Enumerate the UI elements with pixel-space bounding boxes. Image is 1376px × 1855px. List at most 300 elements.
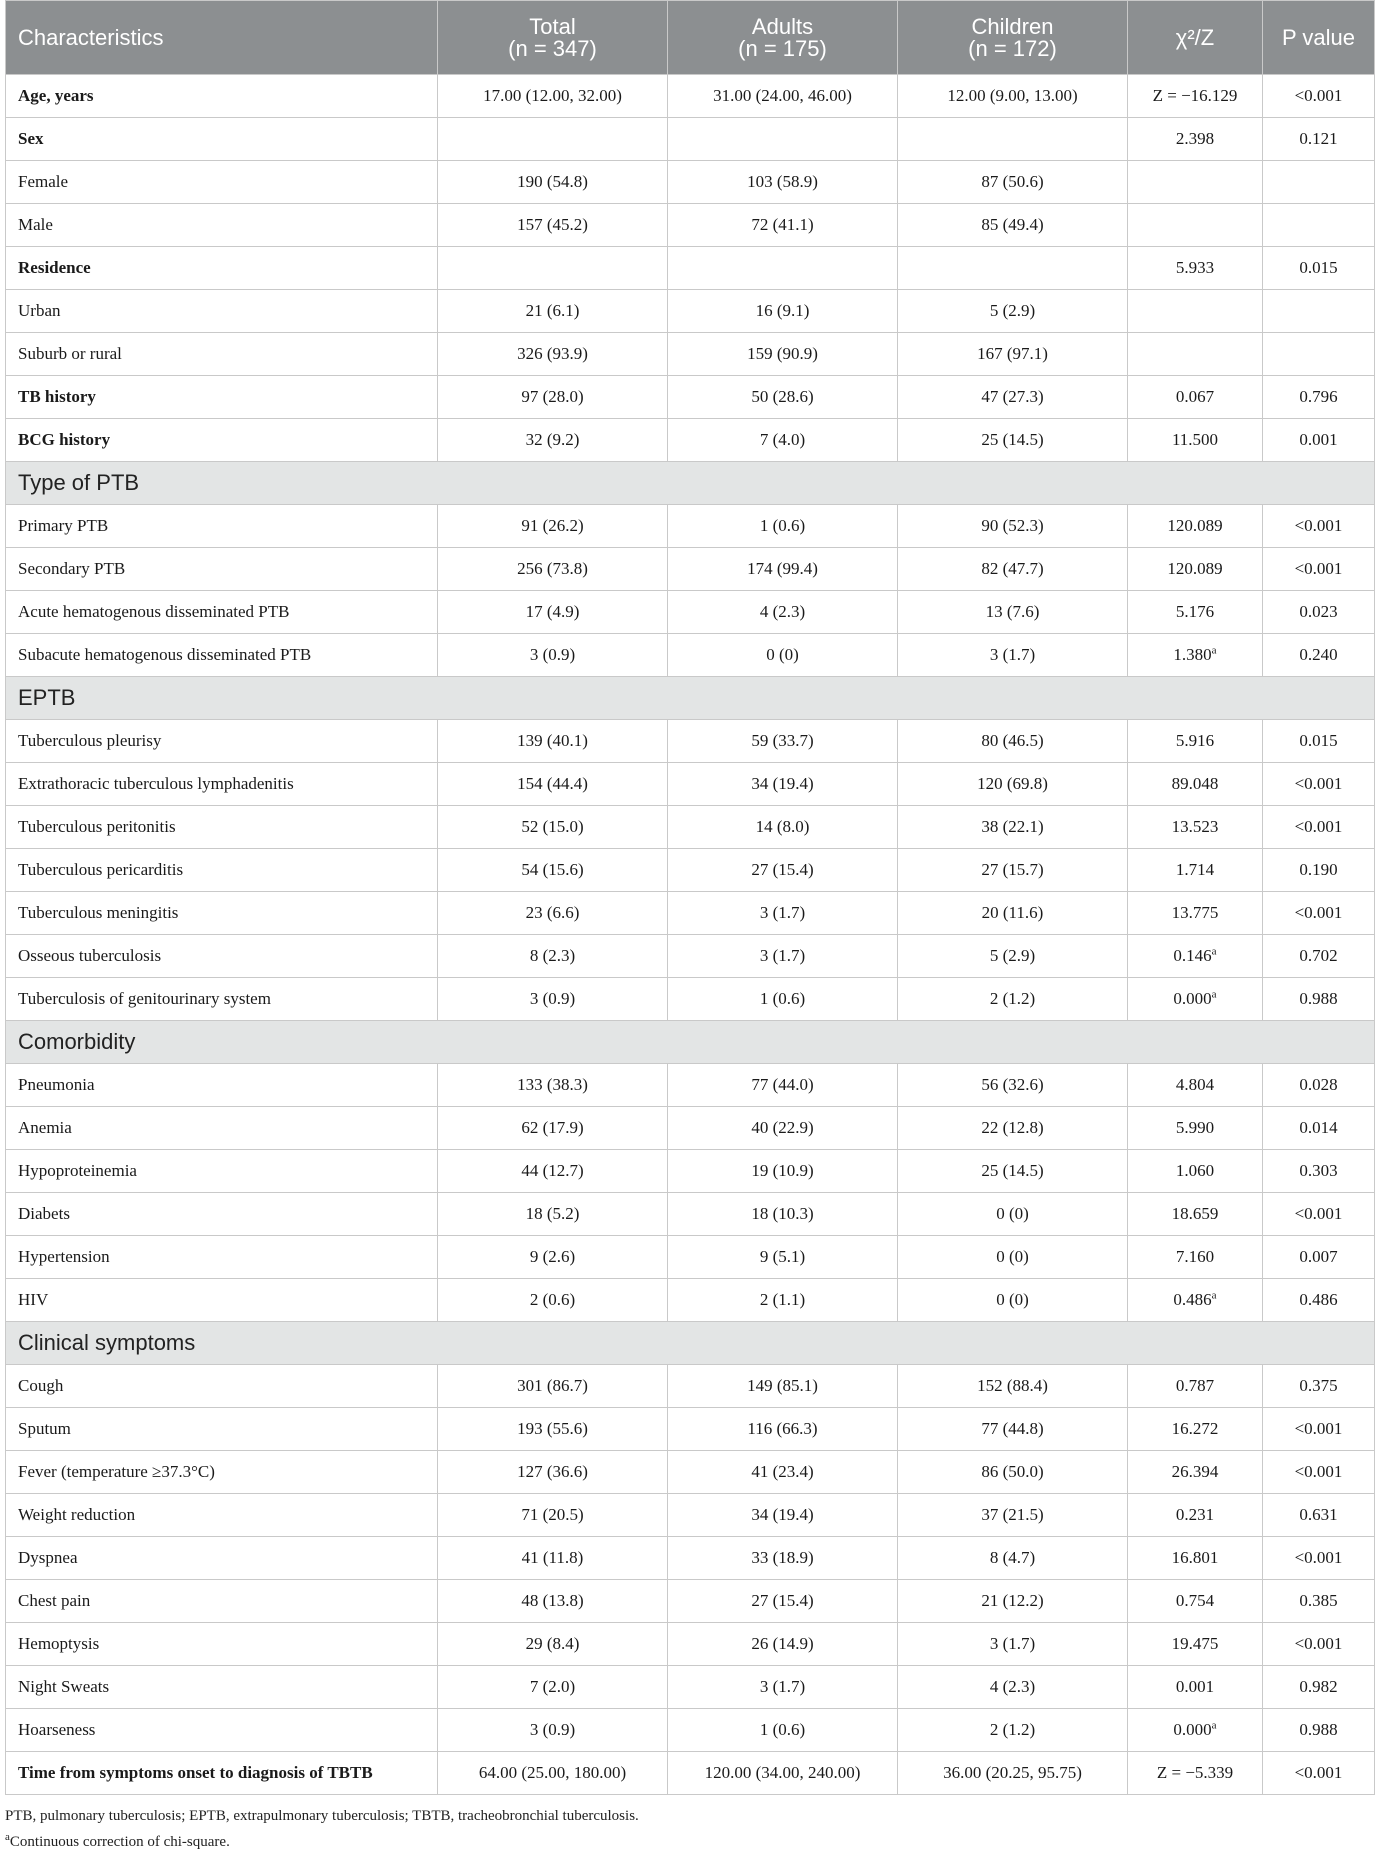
cell-children: 37 (21.5) xyxy=(898,1494,1128,1537)
stat-value: 1.060 xyxy=(1175,1161,1215,1180)
cell-adults: 77 (44.0) xyxy=(668,1064,898,1107)
header-pvalue: P value xyxy=(1263,1,1375,75)
cell-total: 3 (0.9) xyxy=(438,634,668,677)
cell-total: 193 (55.6) xyxy=(438,1408,668,1451)
cell-pvalue: 0.988 xyxy=(1263,1709,1375,1752)
stat-value: 13.523 xyxy=(1171,817,1219,836)
cell-total: 3 (0.9) xyxy=(438,1709,668,1752)
cell-adults: 18 (10.3) xyxy=(668,1193,898,1236)
cell-pvalue: <0.001 xyxy=(1263,892,1375,935)
cell-stat xyxy=(1128,1494,1263,1537)
cell-pvalue: <0.001 xyxy=(1263,1623,1375,1666)
cell-children: 36.00 (20.25, 95.75) xyxy=(898,1752,1128,1795)
cell-children: 3 (1.7) xyxy=(898,634,1128,677)
cell-stat xyxy=(1128,1279,1263,1322)
cell-children: 0 (0) xyxy=(898,1279,1128,1322)
cell-pvalue: 0.007 xyxy=(1263,1236,1375,1279)
cell-pvalue: 0.631 xyxy=(1263,1494,1375,1537)
cell-total: 44 (12.7) xyxy=(438,1150,668,1193)
table-row xyxy=(6,1193,1375,1236)
cell-stat xyxy=(1128,1451,1263,1494)
stat-footnote-marker: a xyxy=(1211,1719,1217,1732)
cell-pvalue: 0.385 xyxy=(1263,1580,1375,1623)
cell-adults xyxy=(668,118,898,161)
header-total xyxy=(438,1,668,75)
cell-total: 64.00 (25.00, 180.00) xyxy=(438,1752,668,1795)
cell-children: 90 (52.3) xyxy=(898,505,1128,548)
cell-adults: 72 (41.1) xyxy=(668,204,898,247)
cell-stat xyxy=(1128,1193,1263,1236)
cell-children: 25 (14.5) xyxy=(898,1150,1128,1193)
cell-children: 0 (0) xyxy=(898,1236,1128,1279)
cell-total: 127 (36.6) xyxy=(438,1451,668,1494)
header-adults xyxy=(668,1,898,75)
stat-value: 26.394 xyxy=(1171,1462,1219,1481)
header-row xyxy=(6,1,1375,75)
cell-children: 5 (2.9) xyxy=(898,290,1128,333)
cell-adults: 40 (22.9) xyxy=(668,1107,898,1150)
stat-value: 5.933 xyxy=(1175,258,1215,277)
stat-value: 7.160 xyxy=(1175,1247,1215,1266)
cell-pvalue: 0.988 xyxy=(1263,978,1375,1021)
table-row xyxy=(6,892,1375,935)
cell-total: 23 (6.6) xyxy=(438,892,668,935)
cell-pvalue: <0.001 xyxy=(1263,1451,1375,1494)
footnote-a xyxy=(5,1829,1374,1855)
stat-footnote-marker: a xyxy=(1211,945,1217,958)
stat-value: Z = −5.339 xyxy=(1156,1763,1234,1782)
row-label: Tuberculosis of genitourinary system xyxy=(6,978,438,1021)
cell-total: 3 (0.9) xyxy=(438,978,668,1021)
table-row xyxy=(6,1537,1375,1580)
cell-pvalue: 0.486 xyxy=(1263,1279,1375,1322)
cell-total: 18 (5.2) xyxy=(438,1193,668,1236)
cell-children: 20 (11.6) xyxy=(898,892,1128,935)
stat-value: 0.000 xyxy=(1173,989,1212,1008)
stat-value: 0.486 xyxy=(1173,1290,1212,1309)
stat-footnote-marker: a xyxy=(1211,1289,1217,1302)
cell-adults: 31.00 (24.00, 46.00) xyxy=(668,75,898,118)
table-row xyxy=(6,1365,1375,1408)
cell-children: 85 (49.4) xyxy=(898,204,1128,247)
table-row xyxy=(6,978,1375,1021)
cell-pvalue xyxy=(1263,290,1375,333)
cell-pvalue: 0.702 xyxy=(1263,935,1375,978)
cell-total: 52 (15.0) xyxy=(438,806,668,849)
cell-adults: 4 (2.3) xyxy=(668,591,898,634)
cell-stat xyxy=(1128,1365,1263,1408)
stat-value: 13.775 xyxy=(1171,903,1219,922)
cell-pvalue xyxy=(1263,161,1375,204)
cell-total xyxy=(438,118,668,161)
section-header-row xyxy=(6,1322,1375,1365)
cell-children: 21 (12.2) xyxy=(898,1580,1128,1623)
row-label: Anemia xyxy=(6,1107,438,1150)
cell-stat xyxy=(1128,1752,1263,1795)
cell-pvalue: <0.001 xyxy=(1263,1752,1375,1795)
cell-stat xyxy=(1128,978,1263,1021)
row-label: Tuberculous pericarditis xyxy=(6,849,438,892)
cell-adults: 7 (4.0) xyxy=(668,419,898,462)
cell-pvalue: <0.001 xyxy=(1263,505,1375,548)
cell-total: 8 (2.3) xyxy=(438,935,668,978)
row-label: Tuberculous pleurisy xyxy=(6,720,438,763)
row-label: Suburb or rural xyxy=(6,333,438,376)
row-label: Hypertension xyxy=(6,1236,438,1279)
row-label: Osseous tuberculosis xyxy=(6,935,438,978)
cell-stat xyxy=(1128,333,1263,376)
row-label: Cough xyxy=(6,1365,438,1408)
row-label: Weight reduction xyxy=(6,1494,438,1537)
cell-adults: 2 (1.1) xyxy=(668,1279,898,1322)
row-label: Tuberculous peritonitis xyxy=(6,806,438,849)
cell-adults: 116 (66.3) xyxy=(668,1408,898,1451)
cell-pvalue: <0.001 xyxy=(1263,1193,1375,1236)
table-row xyxy=(6,1107,1375,1150)
stat-value: 16.801 xyxy=(1171,1548,1219,1567)
section-title: Clinical symptoms xyxy=(6,1322,1375,1365)
cell-adults: 27 (15.4) xyxy=(668,849,898,892)
stat-value: 1.714 xyxy=(1175,860,1215,879)
cell-stat xyxy=(1128,1236,1263,1279)
cell-pvalue xyxy=(1263,204,1375,247)
cell-total: 326 (93.9) xyxy=(438,333,668,376)
row-label: Chest pain xyxy=(6,1580,438,1623)
row-label: TB history xyxy=(6,376,438,419)
cell-children: 25 (14.5) xyxy=(898,419,1128,462)
cell-adults: 174 (99.4) xyxy=(668,548,898,591)
cell-adults: 9 (5.1) xyxy=(668,1236,898,1279)
stat-value: 2.398 xyxy=(1175,129,1215,148)
cell-stat xyxy=(1128,935,1263,978)
row-label: Dyspnea xyxy=(6,1537,438,1580)
cell-stat xyxy=(1128,290,1263,333)
row-label: Acute hematogenous disseminated PTB xyxy=(6,591,438,634)
table-row xyxy=(6,806,1375,849)
cell-children xyxy=(898,118,1128,161)
table-row xyxy=(6,634,1375,677)
cell-pvalue: <0.001 xyxy=(1263,75,1375,118)
cell-children: 38 (22.1) xyxy=(898,806,1128,849)
cell-pvalue: <0.001 xyxy=(1263,806,1375,849)
table-row xyxy=(6,333,1375,376)
cell-total: 41 (11.8) xyxy=(438,1537,668,1580)
cell-stat xyxy=(1128,1666,1263,1709)
cell-adults: 3 (1.7) xyxy=(668,935,898,978)
table-row xyxy=(6,1494,1375,1537)
cell-adults: 1 (0.6) xyxy=(668,978,898,1021)
row-label: Male xyxy=(6,204,438,247)
cell-total: 139 (40.1) xyxy=(438,720,668,763)
stat-value: 0.231 xyxy=(1175,1505,1215,1524)
cell-total: 91 (26.2) xyxy=(438,505,668,548)
table-row xyxy=(6,1150,1375,1193)
cell-total: 157 (45.2) xyxy=(438,204,668,247)
cell-stat xyxy=(1128,1709,1263,1752)
row-label: Age, years xyxy=(6,75,438,118)
cell-pvalue: <0.001 xyxy=(1263,1537,1375,1580)
cell-total: 154 (44.4) xyxy=(438,763,668,806)
row-label: Pneumonia xyxy=(6,1064,438,1107)
footnote-a-marker: a xyxy=(5,1831,10,1843)
cell-total: 9 (2.6) xyxy=(438,1236,668,1279)
stat-value: 4.804 xyxy=(1175,1075,1215,1094)
table-row xyxy=(6,247,1375,290)
cell-children: 120 (69.8) xyxy=(898,763,1128,806)
header-adults-title: Adults xyxy=(751,13,814,39)
row-label: Urban xyxy=(6,290,438,333)
stat-value: 120.089 xyxy=(1167,559,1223,578)
cell-pvalue: 0.190 xyxy=(1263,849,1375,892)
table-row xyxy=(6,1451,1375,1494)
cell-adults: 3 (1.7) xyxy=(668,1666,898,1709)
cell-adults: 1 (0.6) xyxy=(668,505,898,548)
cell-total: 48 (13.8) xyxy=(438,1580,668,1623)
cell-stat xyxy=(1128,634,1263,677)
cell-adults: 34 (19.4) xyxy=(668,763,898,806)
cell-stat xyxy=(1128,1408,1263,1451)
stat-value: 0.000 xyxy=(1173,1720,1212,1739)
stat-value: Z = −16.129 xyxy=(1152,86,1238,105)
cell-children: 56 (32.6) xyxy=(898,1064,1128,1107)
stat-value: 0.067 xyxy=(1175,387,1215,406)
cell-total: 2 (0.6) xyxy=(438,1279,668,1322)
characteristics-table xyxy=(5,0,1375,1795)
table-row xyxy=(6,75,1375,118)
footnote-abbreviations: PTB, pulmonary tuberculosis; EPTB, extrapulmonary tuberculosis; TBTB, tracheobronchial tuberculosis. xyxy=(5,1808,639,1824)
cell-children: 80 (46.5) xyxy=(898,720,1128,763)
header-characteristics: Characteristics xyxy=(6,1,438,75)
cell-total: 17 (4.9) xyxy=(438,591,668,634)
table-row xyxy=(6,591,1375,634)
row-label: Night Sweats xyxy=(6,1666,438,1709)
section-title: Comorbidity xyxy=(6,1021,1375,1064)
table-row xyxy=(6,1279,1375,1322)
row-label: Hoarseness xyxy=(6,1709,438,1752)
cell-children: 13 (7.6) xyxy=(898,591,1128,634)
cell-total xyxy=(438,247,668,290)
cell-total: 17.00 (12.00, 32.00) xyxy=(438,75,668,118)
cell-adults: 27 (15.4) xyxy=(668,1580,898,1623)
stat-value: 1.380 xyxy=(1173,645,1212,664)
cell-total: 54 (15.6) xyxy=(438,849,668,892)
cell-adults: 34 (19.4) xyxy=(668,1494,898,1537)
cell-children: 87 (50.6) xyxy=(898,161,1128,204)
stat-value: 5.990 xyxy=(1175,1118,1215,1137)
header-stat: χ²/Z xyxy=(1128,1,1263,75)
stat-value: 5.176 xyxy=(1175,602,1215,621)
cell-total: 21 (6.1) xyxy=(438,290,668,333)
cell-stat xyxy=(1128,720,1263,763)
cell-pvalue: 0.796 xyxy=(1263,376,1375,419)
cell-children: 3 (1.7) xyxy=(898,1623,1128,1666)
footnote-a-text: Continuous correction of chi-square. xyxy=(9,1834,230,1850)
header-adults-n: (n = 175) xyxy=(738,35,827,61)
cell-total: 301 (86.7) xyxy=(438,1365,668,1408)
row-label: Female xyxy=(6,161,438,204)
cell-adults: 33 (18.9) xyxy=(668,1537,898,1580)
table-row xyxy=(6,1064,1375,1107)
cell-adults: 19 (10.9) xyxy=(668,1150,898,1193)
stat-value: 89.048 xyxy=(1171,774,1219,793)
row-label: Sputum xyxy=(6,1408,438,1451)
header-children-n: (n = 172) xyxy=(968,35,1057,61)
cell-total: 71 (20.5) xyxy=(438,1494,668,1537)
table-row xyxy=(6,1666,1375,1709)
table-row xyxy=(6,849,1375,892)
cell-adults: 50 (28.6) xyxy=(668,376,898,419)
row-label: Hypoproteinemia xyxy=(6,1150,438,1193)
cell-stat xyxy=(1128,806,1263,849)
table-row xyxy=(6,548,1375,591)
cell-stat xyxy=(1128,763,1263,806)
row-label: HIV xyxy=(6,1279,438,1322)
row-label: Time from symptoms onset to diagnosis of TBTB xyxy=(6,1752,438,1795)
cell-pvalue: 0.240 xyxy=(1263,634,1375,677)
section-title: EPTB xyxy=(6,677,1375,720)
table-row xyxy=(6,935,1375,978)
row-label: Fever (temperature ≥37.3°C) xyxy=(6,1451,438,1494)
cell-pvalue: 0.121 xyxy=(1263,118,1375,161)
row-label: Extrathoracic tuberculous lymphadenitis xyxy=(6,763,438,806)
cell-children: 22 (12.8) xyxy=(898,1107,1128,1150)
table-row xyxy=(6,1236,1375,1279)
table-row xyxy=(6,1709,1375,1752)
table-row xyxy=(6,720,1375,763)
cell-total: 256 (73.8) xyxy=(438,548,668,591)
header-total-title: Total xyxy=(529,13,576,39)
cell-stat xyxy=(1128,419,1263,462)
cell-adults: 1 (0.6) xyxy=(668,1709,898,1752)
cell-adults: 59 (33.7) xyxy=(668,720,898,763)
cell-adults: 0 (0) xyxy=(668,634,898,677)
table-row xyxy=(6,118,1375,161)
cell-pvalue: <0.001 xyxy=(1263,548,1375,591)
stat-value: 0.001 xyxy=(1175,1677,1215,1696)
stat-value: 11.500 xyxy=(1171,430,1219,449)
cell-pvalue: 0.375 xyxy=(1263,1365,1375,1408)
cell-stat xyxy=(1128,161,1263,204)
cell-children: 167 (97.1) xyxy=(898,333,1128,376)
row-label: Subacute hematogenous disseminated PTB xyxy=(6,634,438,677)
cell-stat xyxy=(1128,247,1263,290)
section-header-row xyxy=(6,462,1375,505)
section-header-row xyxy=(6,677,1375,720)
cell-adults: 41 (23.4) xyxy=(668,1451,898,1494)
row-label: Sex xyxy=(6,118,438,161)
table-row xyxy=(6,1408,1375,1451)
row-label: BCG history xyxy=(6,419,438,462)
cell-pvalue: 0.303 xyxy=(1263,1150,1375,1193)
cell-children: 77 (44.8) xyxy=(898,1408,1128,1451)
cell-stat xyxy=(1128,1064,1263,1107)
table-row xyxy=(6,1623,1375,1666)
cell-pvalue: 0.023 xyxy=(1263,591,1375,634)
cell-children: 4 (2.3) xyxy=(898,1666,1128,1709)
stat-value: 18.659 xyxy=(1171,1204,1219,1223)
cell-children: 0 (0) xyxy=(898,1193,1128,1236)
stat-footnote-marker: a xyxy=(1211,644,1217,657)
table-row xyxy=(6,1752,1375,1795)
table-body xyxy=(6,75,1375,1795)
cell-stat xyxy=(1128,548,1263,591)
header-children-title: Children xyxy=(971,13,1054,39)
cell-pvalue: 0.001 xyxy=(1263,419,1375,462)
table-row xyxy=(6,161,1375,204)
cell-stat xyxy=(1128,849,1263,892)
cell-stat xyxy=(1128,204,1263,247)
cell-total: 133 (38.3) xyxy=(438,1064,668,1107)
cell-stat xyxy=(1128,591,1263,634)
row-label: Residence xyxy=(6,247,438,290)
table-row xyxy=(6,376,1375,419)
cell-adults: 103 (58.9) xyxy=(668,161,898,204)
table-row xyxy=(6,763,1375,806)
table-row xyxy=(6,505,1375,548)
cell-stat xyxy=(1128,1623,1263,1666)
cell-children: 27 (15.7) xyxy=(898,849,1128,892)
cell-children: 8 (4.7) xyxy=(898,1537,1128,1580)
stat-value: 5.916 xyxy=(1175,731,1215,750)
cell-stat xyxy=(1128,505,1263,548)
cell-total: 190 (54.8) xyxy=(438,161,668,204)
cell-adults: 14 (8.0) xyxy=(668,806,898,849)
cell-children: 82 (47.7) xyxy=(898,548,1128,591)
row-label: Secondary PTB xyxy=(6,548,438,591)
cell-stat xyxy=(1128,118,1263,161)
cell-children: 2 (1.2) xyxy=(898,978,1128,1021)
cell-adults: 120.00 (34.00, 240.00) xyxy=(668,1752,898,1795)
cell-pvalue: <0.001 xyxy=(1263,1408,1375,1451)
footnotes xyxy=(5,1803,1374,1855)
row-label: Hemoptysis xyxy=(6,1623,438,1666)
cell-stat xyxy=(1128,1537,1263,1580)
stat-value: 120.089 xyxy=(1167,516,1223,535)
cell-pvalue: 0.982 xyxy=(1263,1666,1375,1709)
cell-children: 5 (2.9) xyxy=(898,935,1128,978)
header-total-n: (n = 347) xyxy=(508,35,597,61)
stat-value: 16.272 xyxy=(1171,1419,1219,1438)
cell-total: 32 (9.2) xyxy=(438,419,668,462)
table-container xyxy=(5,0,1374,1855)
cell-total: 7 (2.0) xyxy=(438,1666,668,1709)
cell-total: 62 (17.9) xyxy=(438,1107,668,1150)
stat-value: 0.146 xyxy=(1173,946,1212,965)
cell-stat xyxy=(1128,376,1263,419)
cell-pvalue: 0.015 xyxy=(1263,247,1375,290)
cell-adults: 26 (14.9) xyxy=(668,1623,898,1666)
stat-value: 0.754 xyxy=(1175,1591,1215,1610)
cell-pvalue: 0.015 xyxy=(1263,720,1375,763)
cell-children: 47 (27.3) xyxy=(898,376,1128,419)
cell-children: 2 (1.2) xyxy=(898,1709,1128,1752)
table-row xyxy=(6,1580,1375,1623)
stat-value: 19.475 xyxy=(1171,1634,1219,1653)
cell-children: 152 (88.4) xyxy=(898,1365,1128,1408)
header-children xyxy=(898,1,1128,75)
cell-pvalue: 0.014 xyxy=(1263,1107,1375,1150)
cell-children xyxy=(898,247,1128,290)
cell-stat xyxy=(1128,1150,1263,1193)
stat-footnote-marker: a xyxy=(1211,988,1217,1001)
cell-adults xyxy=(668,247,898,290)
cell-total: 97 (28.0) xyxy=(438,376,668,419)
cell-adults: 159 (90.9) xyxy=(668,333,898,376)
cell-pvalue: 0.028 xyxy=(1263,1064,1375,1107)
cell-pvalue xyxy=(1263,333,1375,376)
cell-pvalue: <0.001 xyxy=(1263,763,1375,806)
cell-stat xyxy=(1128,892,1263,935)
